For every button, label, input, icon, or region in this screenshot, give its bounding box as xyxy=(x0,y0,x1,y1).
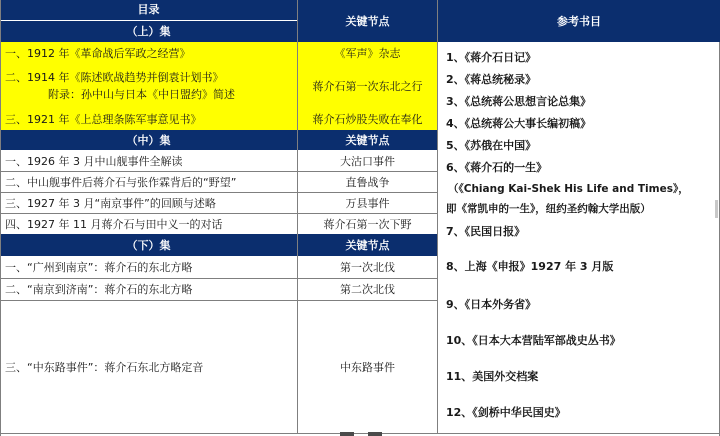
middle-section-label: （中）集 xyxy=(0,130,298,150)
table-bottom-border xyxy=(0,433,720,434)
ref-item-12: 12、《剑桥中华民国史》 xyxy=(446,406,566,419)
upper-row-1 xyxy=(0,42,438,65)
middle-title-2: 二、中山舰事件后蒋介石与张作霖背后的“野望” xyxy=(0,171,298,192)
lower-row-3 xyxy=(0,300,438,433)
table-left-border xyxy=(0,0,1,436)
middle-keynode-label: 关键节点 xyxy=(298,130,438,150)
upper-title-2-sub: 附录：孙中山与日本《中日盟约》简述 xyxy=(48,88,235,101)
upper-title-1: 一、1912 年《革命战后军政之经营》 xyxy=(0,42,298,64)
upper-title-2 xyxy=(0,64,298,108)
middle-header xyxy=(0,130,438,150)
bottom-mark-2 xyxy=(368,432,382,436)
middle-title-4: 四、1927 年 11 月蒋介石与田中义一的对话 xyxy=(0,213,298,234)
ref-item-8: 8、上海《申报》1927 年 3 月版 xyxy=(446,260,614,273)
middle-title-3: 三、1927 年 3 月“南京事件”的回顾与述略 xyxy=(0,192,298,213)
lower-header xyxy=(0,234,438,256)
toc-header-cell xyxy=(0,0,298,42)
middle-node-1: 大沽口事件 xyxy=(298,150,438,171)
bottom-mark-1 xyxy=(340,432,354,436)
upper-node-3: 蒋介石炒股失败在奉化 xyxy=(298,108,438,130)
lower-keynode-label: 关键节点 xyxy=(298,234,438,256)
ref-item-5: 5、《苏俄在中国》 xyxy=(446,139,537,152)
upper-node-2: 蒋介石第一次东北之行 xyxy=(298,64,438,108)
middle-node-2: 直鲁战争 xyxy=(298,171,438,192)
ref-item-9: 9、《日本外务省》 xyxy=(446,298,537,311)
ref-item-11: 11、美国外交档案 xyxy=(446,370,539,383)
upper-title-2-main: 二、1914 年《陈述欧战趋势并倒袁计划书》 xyxy=(5,71,224,84)
scroll-indicator[interactable] xyxy=(715,200,718,218)
table-header xyxy=(0,0,438,42)
ref-item-4: 4、《总统蒋公大事长编初稿》 xyxy=(446,117,592,130)
middle-node-4: 蒋介石第一次下野 xyxy=(298,213,438,234)
ref-item-2: 2、《蒋总统秘录》 xyxy=(446,73,537,86)
ref-item-6-en: （《Chiang Kai-Shek His Life and Times》， xyxy=(448,183,689,195)
ref-item-10: 10、《日本大本营陆军部战史丛书》 xyxy=(446,334,621,347)
lower-title-1: 一、“广州到南京”：蒋介石的东北方略 xyxy=(0,256,298,278)
upper-row-3 xyxy=(0,108,438,130)
lower-title-2: 二、“南京到济南”：蒋介石的东北方略 xyxy=(0,278,298,300)
middle-title-1: 一、1926 年 3 月中山舰事件全解读 xyxy=(0,150,298,171)
middle-row-1 xyxy=(0,150,438,172)
lower-section-label: （下）集 xyxy=(0,234,298,256)
middle-row-3 xyxy=(0,192,438,214)
ref-item-3: 3、《总统蒋公思想言论总集》 xyxy=(446,95,592,108)
ref-item-1: 1、《蒋介石日记》 xyxy=(446,51,537,64)
refs-header: 参考书目 xyxy=(438,0,720,42)
ref-item-6: 6、《蒋介石的一生》 xyxy=(446,161,548,174)
middle-row-2 xyxy=(0,171,438,193)
ref-item-7: 7、《民国日报》 xyxy=(446,225,526,238)
upper-node-1: 《军声》杂志 xyxy=(298,42,438,64)
upper-row-2 xyxy=(0,64,438,109)
toc-label: 目录 xyxy=(0,0,297,21)
lower-node-3: 中东路事件 xyxy=(298,300,438,433)
ref-item-6-note: 即《常凯申的一生》，纽约圣约翰大学出版） xyxy=(446,203,651,215)
lower-node-2: 第二次北伐 xyxy=(298,278,438,300)
keynode-header: 关键节点 xyxy=(298,0,438,42)
middle-node-3: 万县事件 xyxy=(298,192,438,213)
middle-row-4 xyxy=(0,213,438,234)
lower-row-2 xyxy=(0,278,438,301)
refs-column xyxy=(438,42,720,436)
lower-row-1 xyxy=(0,256,438,279)
upper-title-3: 三、1921 年《上总理条陈军事意见书》 xyxy=(0,108,298,130)
lower-node-1: 第一次北伐 xyxy=(298,256,438,278)
section-upper-label: （上）集 xyxy=(126,24,171,38)
lower-title-3: 三、“中东路事件”：蒋介石东北方略定音 xyxy=(0,300,298,433)
